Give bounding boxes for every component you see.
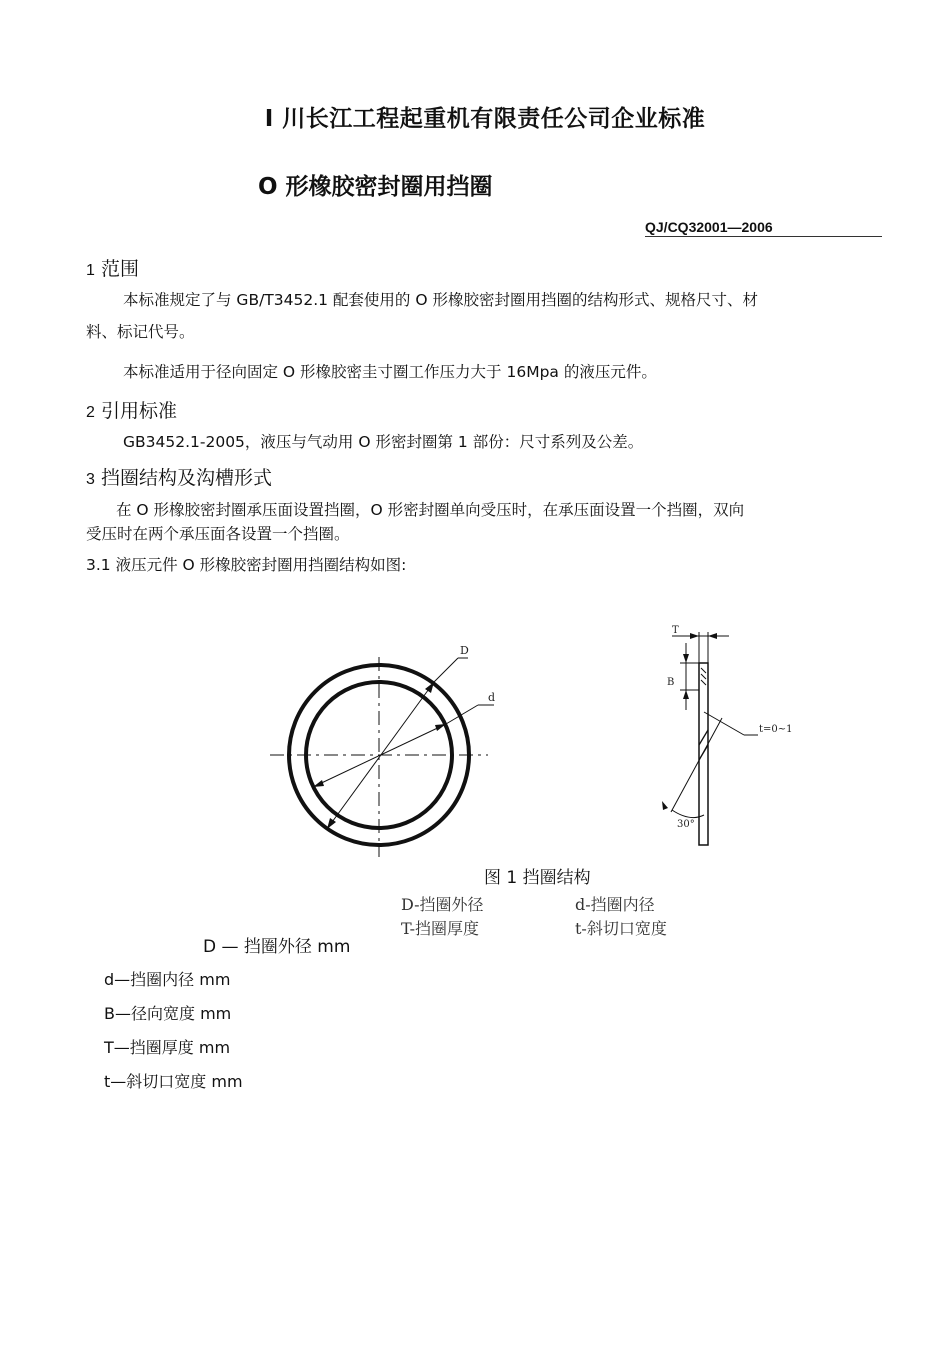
hatch-3: [701, 680, 706, 685]
label-d: d: [488, 691, 496, 704]
label-B: B: [667, 677, 675, 688]
legend-D: D-挡圈外径: [401, 895, 484, 914]
label-t: t=0~1: [759, 724, 793, 735]
company-header: I 川长江工程起重机有限责任公司企业标准: [264, 106, 706, 132]
section-1-number: 1: [86, 262, 95, 279]
section-2-para-1: GB3452.1-2005，液压与气动用 O 形密封圈第 1 部份：尺寸系列及公差。: [123, 433, 644, 451]
section-3-para-1-line-1: 在 O 形橡胶密封圈承压面设置挡圈，O 形密封圈单向受压时，在承压面设置一个挡圈，双向: [116, 501, 745, 519]
hatch-1: [701, 668, 706, 673]
definition-t: t—斜切口宽度 mm: [104, 1072, 243, 1091]
legend-d: d-挡圈内径: [575, 895, 655, 914]
T-arrow-1: [690, 633, 699, 639]
legend-T: T-挡圈厚度: [401, 919, 480, 938]
B-arrow-1: [683, 654, 689, 663]
label-D: D: [460, 644, 469, 657]
section-2-title: 引用标准: [100, 400, 177, 422]
label-angle: 30°: [677, 819, 695, 830]
t-leader: [704, 712, 744, 735]
figure-caption: 图 1 挡圈结构: [484, 868, 591, 888]
retaining-ring-figure: [250, 605, 810, 955]
angle-arrow: [662, 801, 668, 810]
document-title: O 形橡胶密封圈用挡圈: [258, 174, 493, 200]
slant-cut-1: [699, 730, 708, 745]
legend-t: t-斜切口宽度: [575, 919, 667, 938]
section-3-para-1-line-2: 受压时在两个承压面各设置一个挡圈。: [86, 525, 350, 543]
section-3-title: 挡圈结构及沟槽形式: [100, 467, 272, 489]
section-2-number: 2: [86, 404, 95, 421]
D-arrow-1: [327, 818, 336, 829]
T-arrow-2: [708, 633, 717, 639]
section-1-para-1-line-1: 本标准规定了与 GB/T3452.1 配套使用的 O 形橡胶密封圈用挡圈的结构形式、规格尺寸、材: [123, 291, 758, 309]
section-1-title: 范围: [100, 258, 139, 280]
section-3-number: 3: [86, 471, 95, 488]
hatch-2: [701, 674, 706, 679]
angle-line: [671, 718, 722, 812]
label-T: T: [672, 625, 679, 636]
definition-d: d—挡圈内径 mm: [104, 970, 231, 989]
section-1-heading: [86, 254, 139, 281]
D-arrow-2: [425, 682, 434, 693]
B-arrow-2: [683, 690, 689, 699]
section-3-para-2: 3.1 液压元件 O 形橡胶密封圈用挡圈结构如图:: [86, 556, 407, 574]
d-arrow-1: [313, 780, 324, 787]
section-1-para-2: 本标准适用于径向固定 O 形橡胶密圭寸圈工作压力大于 16Mpa 的液压元件。: [123, 363, 657, 381]
definition-D: D — 挡圈外径 mm: [203, 937, 351, 957]
standard-code: QJ/CQ32001—2006: [645, 219, 773, 235]
section-1-para-1-line-2: 料、标记代号。: [86, 323, 195, 341]
definition-B: B—径向宽度 mm: [104, 1004, 232, 1023]
section-2-heading: [86, 396, 177, 423]
D-leader: [434, 658, 458, 682]
d-arrow-2: [435, 724, 446, 731]
ring-side-section: [699, 663, 708, 845]
code-underline: [645, 236, 882, 237]
section-3-heading: [86, 463, 272, 490]
definition-T: T—挡圈厚度 mm: [104, 1038, 231, 1057]
